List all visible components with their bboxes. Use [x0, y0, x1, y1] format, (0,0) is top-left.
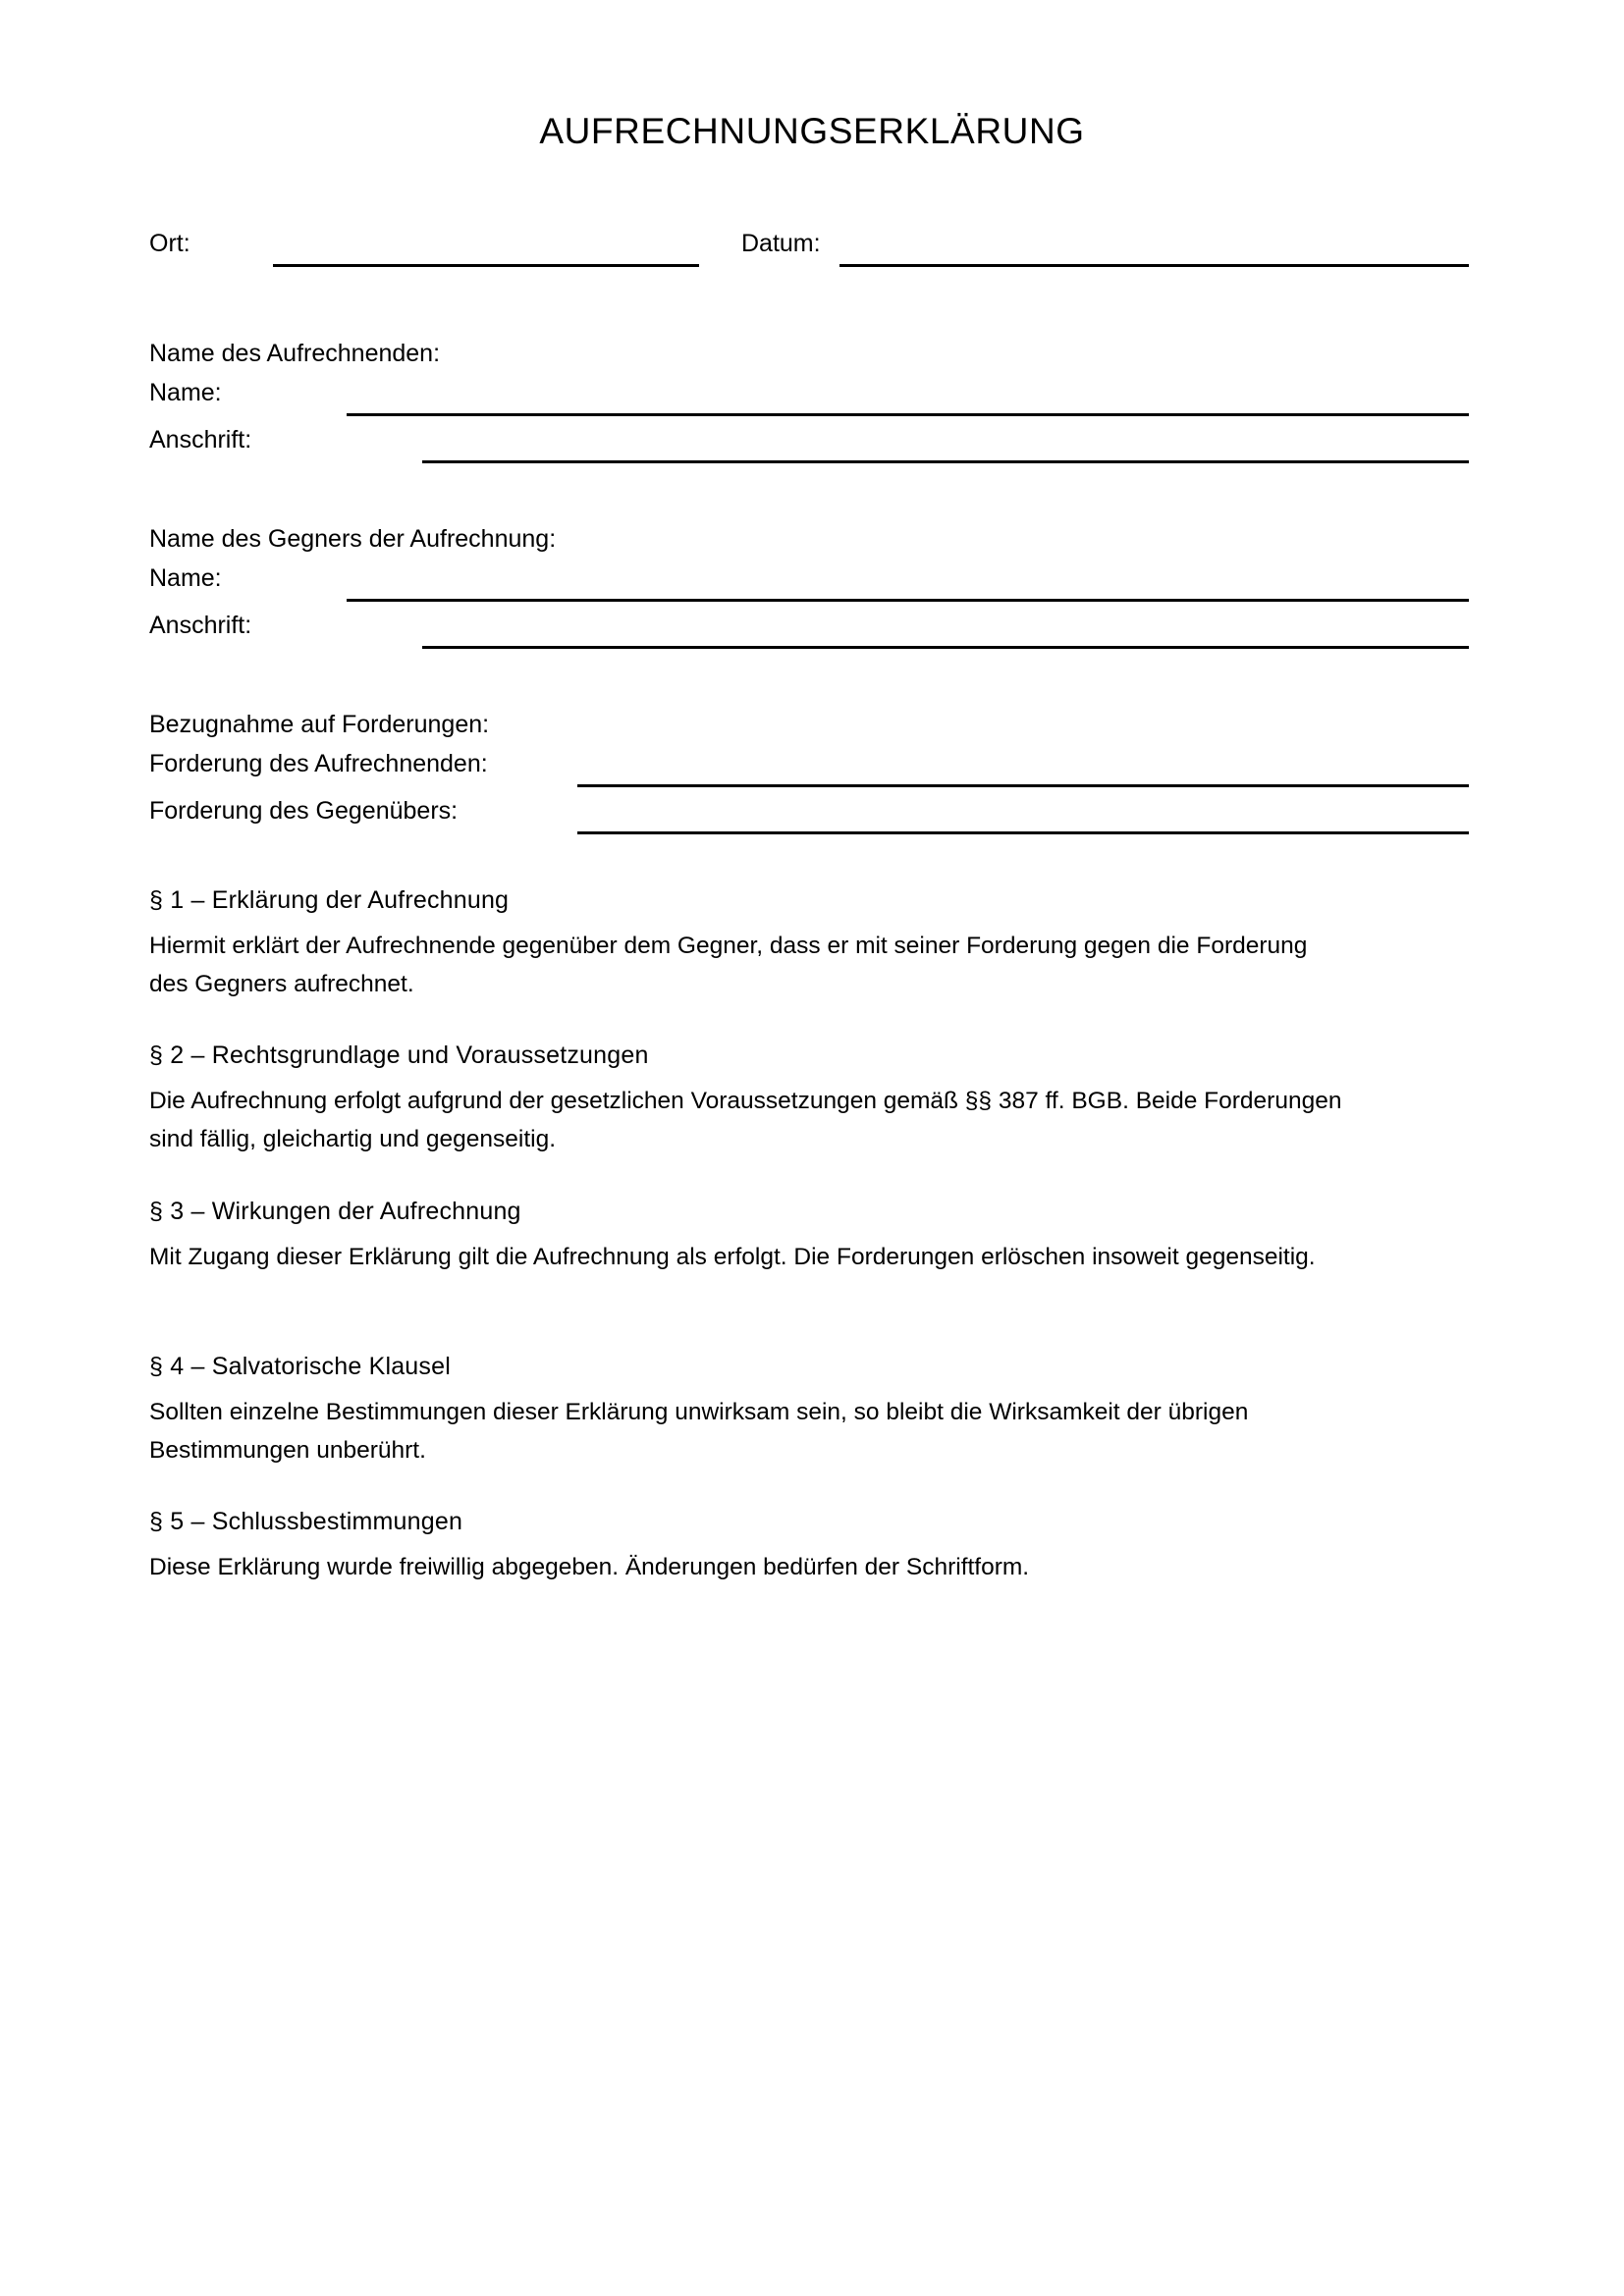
place-label: Ort: [149, 230, 190, 257]
offsetting-party-address-input[interactable] [422, 460, 1469, 463]
section-4 [149, 1348, 1342, 1469]
claim-opponent-label: Forderung des Gegenübers: [149, 797, 459, 825]
opponent-party-heading: Name des Gegners der Aufrechnung: [149, 525, 557, 553]
claims-heading: Bezugnahme auf Forderungen: [149, 711, 490, 738]
section-1-body: Hiermit erklärt der Aufrechnende gegenüber dem Gegner, dass er mit seiner Forderung gegen die Forderung des Gegners aufrechnet. [149, 933, 1308, 997]
section-2-body: Die Aufrechnung erfolgt aufgrund der gesetzlichen Voraussetzungen gemäß §§ 387 ff. BGB. Beide Forderungen sind fällig, gleichartig und gegenseitig. [149, 1088, 1342, 1152]
offsetting-party-address-row [149, 424, 1485, 463]
section-3-body: Mit Zugang dieser Erklärung gilt die Aufrechnung als erfolgt. Die Forderungen erlöschen insoweit gegenseitig. [149, 1244, 1316, 1270]
section-3-heading: § 3 – Wirkungen der Aufrechnung [149, 1198, 521, 1225]
section-2-heading: § 2 – Rechtsgrundlage und Voraussetzungen [149, 1041, 649, 1069]
date-input[interactable] [839, 264, 1469, 267]
section-2 [149, 1037, 1342, 1158]
opponent-party-name-input[interactable] [347, 599, 1469, 602]
place-input[interactable] [273, 264, 699, 267]
offsetting-party-name-label: Name: [149, 379, 222, 406]
section-1-heading: § 1 – Erklärung der Aufrechnung [149, 886, 510, 914]
opponent-party-name-row [149, 562, 1485, 602]
offsetting-party-address-label: Anschrift: [149, 426, 252, 454]
section-4-body: Sollten einzelne Bestimmungen dieser Erklärung unwirksam sein, so bleibt die Wirksamkeit der übrigen Bestimmungen unberührt. [149, 1399, 1249, 1464]
offsetting-party-name-input[interactable] [347, 413, 1469, 416]
section-5-heading: § 5 – Schlussbestimmungen [149, 1508, 463, 1535]
opponent-party-address-input[interactable] [422, 646, 1469, 649]
offsetting-party-name-row [149, 377, 1485, 416]
section-4-heading: § 4 – Salvatorische Klausel [149, 1353, 451, 1380]
claim-offsetting-input[interactable] [577, 784, 1469, 787]
claim-offsetting-label: Forderung des Aufrechnenden: [149, 750, 488, 777]
claim-offsetting-row [149, 748, 1485, 787]
opponent-party-address-row [149, 610, 1485, 649]
claim-opponent-row [149, 795, 1485, 834]
section-3 [149, 1193, 1342, 1276]
claim-opponent-input[interactable] [577, 831, 1469, 834]
section-5 [149, 1503, 1342, 1586]
section-1 [149, 881, 1342, 1003]
page-title: AUFRECHNUNGSERKLÄRUNG [539, 111, 1085, 151]
date-label: Datum: [741, 230, 821, 257]
opponent-party-address-label: Anschrift: [149, 612, 252, 639]
meta-row [149, 228, 1485, 267]
opponent-party-name-label: Name: [149, 564, 222, 592]
section-5-body: Diese Erklärung wurde freiwillig abgegeben. Änderungen bedürfen der Schriftform. [149, 1554, 1030, 1580]
offsetting-party-heading: Name des Aufrechnenden: [149, 340, 441, 367]
